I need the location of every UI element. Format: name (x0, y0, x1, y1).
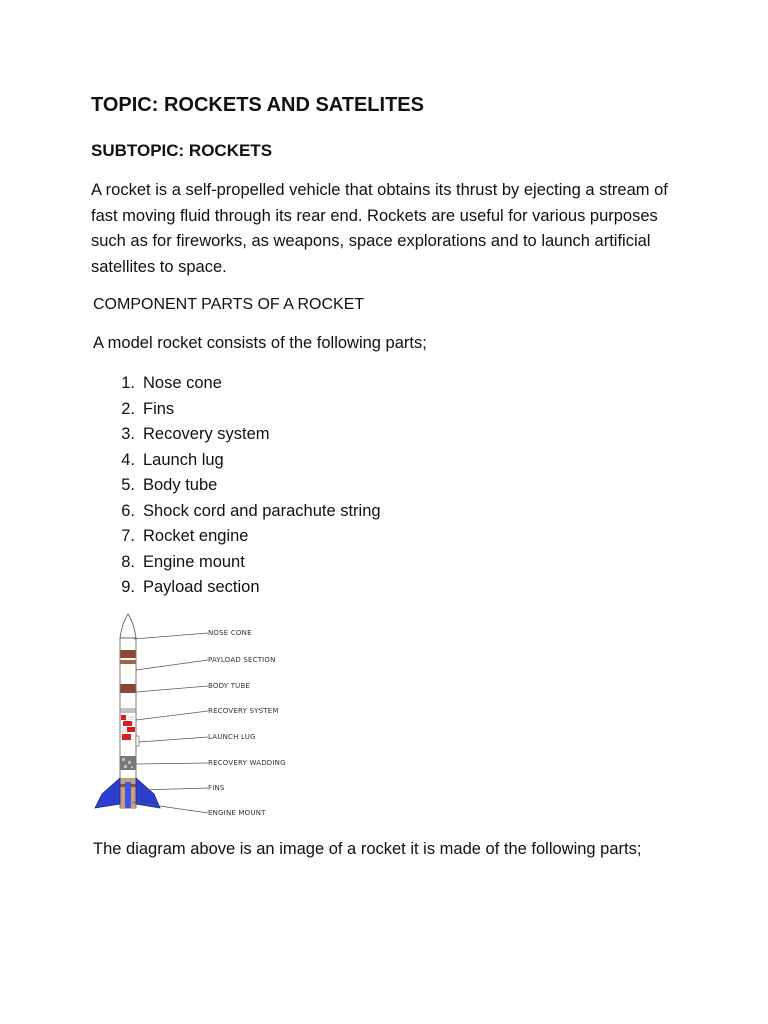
diagram-caption: The diagram above is an image of a rocket it is made of the following parts; (93, 840, 642, 858)
list-item: 5. Body tube (121, 476, 218, 494)
list-item: 6. Shock cord and parachute string (121, 501, 381, 520)
list-item: 4. Launch lug (121, 450, 224, 469)
list-item: 2. Fins (121, 399, 175, 418)
list-item: 8. Engine mount (121, 552, 245, 571)
label-body-tube: BODY TUBE (208, 682, 251, 690)
component-parts-heading: COMPONENT PARTS OF A ROCKET (93, 296, 365, 313)
parts-list (91, 371, 381, 601)
rocket-diagram (90, 612, 310, 826)
label-payload-section: PAYLOAD SECTION (208, 656, 276, 664)
label-engine-mount: ENGINE MOUNT (208, 809, 266, 817)
label-fins: FINS (208, 784, 225, 792)
label-nose-cone: NOSE CONE (208, 629, 252, 637)
list-item: 1. Nose cone (121, 374, 222, 392)
parts-intro: A model rocket consists of the following parts; (93, 334, 427, 352)
label-recovery-system: RECOVERY SYSTEM (208, 707, 279, 715)
label-launch-lug: LAUNCH LUG (208, 733, 256, 741)
subtopic-heading: SUBTOPIC: ROCKETS (91, 141, 273, 160)
rocket-definition-paragraph: A rocket is a self-propelled vehicle that obtains its thrust by ejecting a stream of fast moving fluid through its rear end. Rockets are useful for various purposes such as for fireworks, as weapons, space explorations and to launch artificial satellites to space. (91, 181, 668, 277)
label-recovery-wadding: RECOVERY WADDING (208, 759, 286, 767)
list-item: 3. Recovery system (121, 425, 270, 443)
list-item: 9. Payload section (121, 578, 260, 596)
list-item: 7. Rocket engine (121, 527, 249, 545)
page-title: TOPIC: ROCKETS AND SATELITES (91, 94, 424, 116)
rocket-illustration (95, 614, 160, 808)
